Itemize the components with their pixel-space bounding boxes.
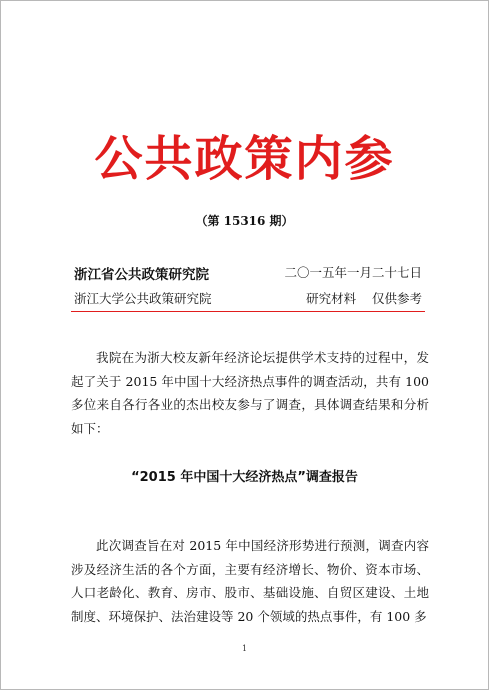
intro-paragraph: 我院在为浙大校友新年经济论坛提供学术支持的过程中，发起了关于 2015 年中国十大经济热点事件的调查活动，共有 100 多位来自各行各业的杰出校友参与了调查，具体调查结果和分析如下： [71,350,429,436]
report-title: “2015 年中国十大经济热点”调查报告 [131,470,358,485]
header-row-2 [74,289,422,307]
issue-date: 二〇一五年一月二十七日 [284,265,422,280]
issue-number: （第 15316 期） [195,214,294,228]
body-paragraph: 此次调查旨在对 2015 年中国经济形势进行预测，调查内容涉及经济生活的各个方面，主要有经济增长、物价、资本市场、人口老龄化、教育、房市、股市、基础设施、自贸区建设、土地制度、环境保护、法治建设等 20 个领域的热点事件，有 100 多 [71,538,429,624]
issuing-org-1: 浙江省公共政策研究院 [74,267,209,283]
usage-note: 研究材料 仅供参考 [306,291,422,306]
masthead-title: 公共政策内参 [94,131,395,187]
page-number: 1 [241,644,248,653]
header-divider [71,311,425,312]
issuing-org-2: 浙江大学公共政策研究院 [74,291,212,306]
header-row-1 [74,263,422,281]
